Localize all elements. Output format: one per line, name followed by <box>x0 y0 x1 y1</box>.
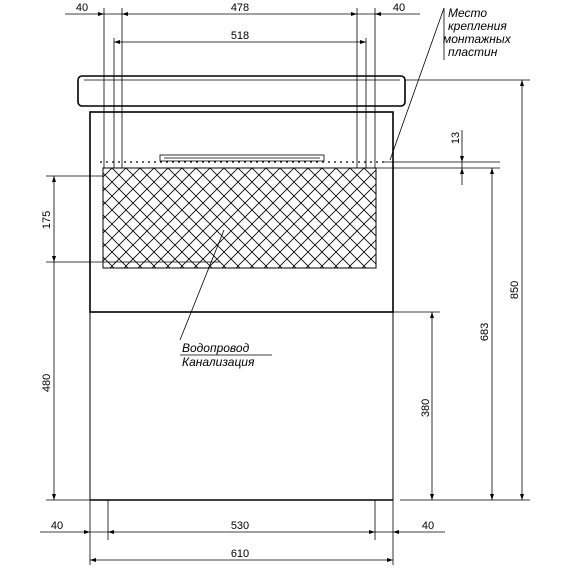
label-utility-line2: Канализация <box>182 355 255 369</box>
label-mount-line1: Место <box>448 6 488 20</box>
dim-top-478: 478 <box>230 2 250 14</box>
dim-850: 850 <box>509 280 521 300</box>
arrowheads <box>52 12 524 562</box>
dim-683: 683 <box>479 322 491 342</box>
dim-top-518: 518 <box>230 30 250 42</box>
mount-plates <box>100 155 384 162</box>
dim-480: 480 <box>41 373 53 393</box>
dim-bottom-left-40: 40 <box>50 520 64 532</box>
dim-13-lines <box>376 130 500 185</box>
label-mount-line3: монтажных <box>443 32 511 46</box>
dim-13: 13 <box>450 131 462 145</box>
dim-bottom-530: 530 <box>230 520 250 532</box>
label-mount-line2: крепления <box>448 19 507 33</box>
label-mount-line4: пластин <box>448 45 498 59</box>
cabinet-body <box>90 112 393 312</box>
leader-mount-1 <box>390 8 444 160</box>
dim-bottom-right-40: 40 <box>421 520 435 532</box>
dim-bottom-610: 610 <box>230 548 250 560</box>
dim-top-right-40: 40 <box>392 2 406 14</box>
countertop <box>78 76 405 106</box>
dim-175: 175 <box>41 210 53 230</box>
label-utility-line1: Водопровод <box>182 341 250 355</box>
dim-380: 380 <box>420 398 432 418</box>
dim-top-left-40: 40 <box>75 2 89 14</box>
